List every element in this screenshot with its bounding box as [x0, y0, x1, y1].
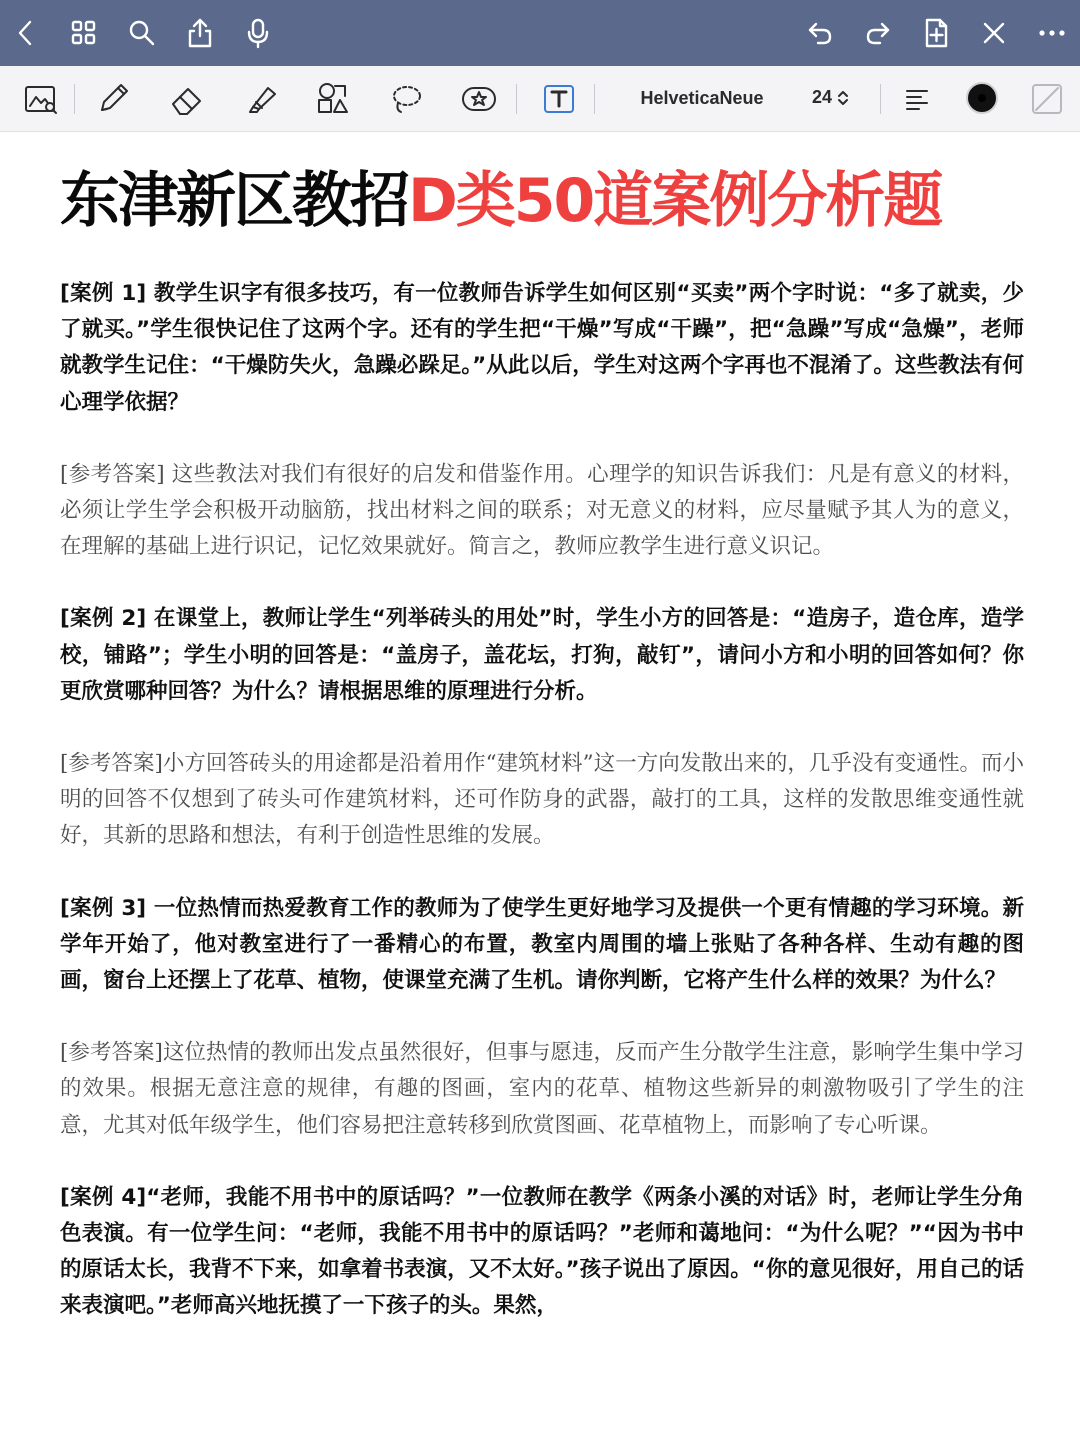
microphone-icon[interactable] [238, 13, 278, 53]
case-tag: [案例 4] [60, 1184, 147, 1210]
case-question [60, 276, 1024, 421]
case-question-text: “老师，我能不用书中的原话吗？”一位教师在教学《两条小溪的对话》时，老师让学生分角色表演。有一位学生问：“老师，我能不用书中的原话吗？”老师和蔼地问：“为什么呢？”“因为书中的原话太长，我背不下来，如拿着书表演，又不太好。”孩子说出了原因。“你的意见很好，用自己的话来表演吧。”老师高兴地抚摸了一下孩子的头。果然， [60, 1184, 1024, 1319]
redo-icon[interactable] [858, 13, 898, 53]
add-page-icon[interactable] [916, 13, 956, 53]
top-nav-bar [0, 0, 1080, 66]
format-options-icon[interactable] [1026, 78, 1068, 120]
answer-tag: [参考答案] [60, 1040, 163, 1066]
undo-icon[interactable] [800, 13, 840, 53]
case-answer-text: 这些教法对我们有很好的启发和借鉴作用。心理学的知识告诉我们：凡是有意义的材料，必须让学生学会积极开动脑筋，找出材料之间的联系；对无意义的材料，应尽量赋予其人为的意义，在理解的基础上进行识记，记忆效果就好。简言之，教师应教学生进行意义识记。 [60, 461, 1025, 560]
title-black-part: 东津新区教招 [60, 166, 408, 236]
close-icon[interactable] [974, 13, 1014, 53]
image-scan-icon[interactable] [20, 78, 62, 120]
title-red-part: D类50道案例分析题 [408, 166, 942, 236]
share-icon[interactable] [180, 13, 220, 53]
answer-tag: [参考答案] [60, 461, 165, 487]
case-answer [60, 457, 1024, 566]
case-answer [60, 1035, 1024, 1144]
case-answer [60, 746, 1024, 855]
text-tool-icon[interactable] [538, 78, 580, 120]
grid-view-icon[interactable] [64, 13, 104, 53]
case-question [60, 891, 1024, 1000]
case-answer-text: 这位热情的教师出发点虽然很好，但事与愿违，反而产生分散学生注意，影响学生集中学习的效果。根据无意注意的规律，有趣的图画，室内的花草、植物这些新异的刺激物吸引了学生的注意，尤其对低年级学生，他们容易把注意转移到欣赏图画、花草植物上，而影响了专心听课。 [60, 1040, 1024, 1138]
toolbar-divider [594, 84, 595, 114]
case-question [60, 601, 1024, 710]
case-question-text: 教学生识字有很多技巧，有一位教师告诉学生如何区别“买卖”两个字时说：“多了就卖，少了就买。”学生很快记住了这两个字。还有的学生把“干燥”写成“干躁”，把“急躁”写成“急燥”，老师就教学生记住：“干燥防失火，急躁必跺足。”从此以后，学生对这两个字再也不混淆了。这些教法有何心理学依据？ [60, 281, 1024, 415]
case-question [60, 1180, 1024, 1325]
case-tag: [案例 1] [60, 281, 147, 306]
annotation-toolbar [0, 66, 1080, 132]
font-size-stepper[interactable] [812, 87, 872, 108]
case-tag: [案例 2] [60, 606, 147, 632]
case-question-text: 一位热情而热爱教育工作的教师为了使学生更好地学习及提供一个更有情趣的学习环境。新学年开始了，他对教室进行了一番精心的布置，教室内周围的墙上张贴了各种各样、生动有趣的图画，窗台上还摆上了花草、植物，使课堂充满了生机。请你判断，它将产生什么样的效果？为什么？ [60, 895, 1024, 994]
case-answer-text: 小方回答砖头的用途都是沿着用作“建筑材料”这一方向发散出来的，几乎没有变通性。而小明的回答不仅想到了砖头可作建筑材料，还可作防身的武器，敲打的工具，这样的发散思维变通性就好，其新的思路和想法，有利于创造性思维的发展。 [60, 751, 1024, 849]
search-icon[interactable] [122, 13, 162, 53]
sticker-tool-icon[interactable] [458, 78, 500, 120]
case-tag: [案例 3] [60, 895, 147, 921]
case-question-text: 在课堂上，教师让学生“列举砖头的用处”时，学生小方的回答是：“造房子，造仓库，造学校，铺路”；学生小明的回答是：“盖房子，盖花坛，打狗，敲钉”，请问小方和小明的回答如何？你更欣赏哪种回答？为什么？请根据思维的原理进行分析。 [60, 606, 1024, 704]
font-size-value: 24 [812, 87, 833, 107]
shapes-tool-icon[interactable] [312, 78, 354, 120]
stepper-arrows-icon [836, 88, 850, 108]
more-options-icon[interactable] [1032, 13, 1072, 53]
pen-tool-icon[interactable] [92, 78, 134, 120]
text-align-icon[interactable] [896, 78, 938, 120]
back-chevron-icon[interactable] [6, 13, 46, 53]
font-family-selector[interactable]: HelveticaNeue [640, 88, 764, 108]
document-body [60, 276, 1024, 1325]
toolbar-divider [74, 84, 75, 114]
eraser-tool-icon[interactable] [166, 78, 208, 120]
answer-tag: [参考答案] [60, 751, 163, 777]
lasso-tool-icon[interactable] [386, 78, 428, 120]
highlighter-tool-icon[interactable] [240, 78, 282, 120]
color-picker-button[interactable] [966, 82, 998, 114]
toolbar-divider [880, 84, 881, 114]
toolbar-divider [516, 84, 517, 114]
document-title [60, 158, 1070, 248]
